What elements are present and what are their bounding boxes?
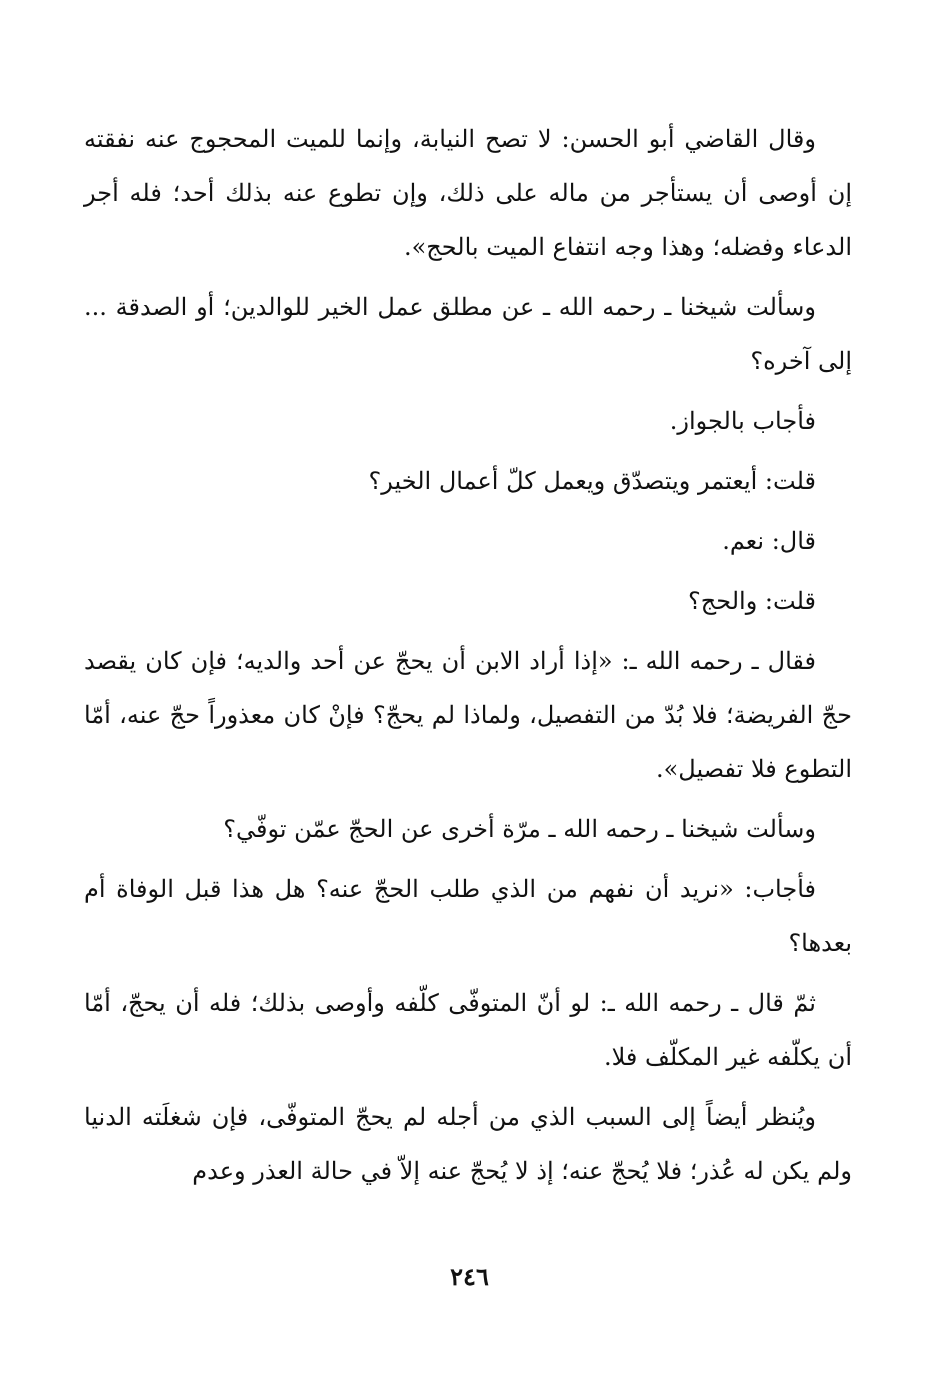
paragraph-6: قلت: والحج؟ bbox=[688, 587, 816, 615]
page-number: ٢٤٦ bbox=[450, 1262, 489, 1291]
paragraph-5: قال: نعم. bbox=[722, 527, 816, 555]
body-text bbox=[84, 112, 852, 1204]
paragraph-1: وقال القاضي أبو الحسن: لا تصح النيابة، وإنما للميت المحجوج عنه نفقته إن أوصى أن يستأجر من ماله على ذلك، وإن تطوع عنه بذلك أحد؛ فله أجر الدعاء وفضله؛ وهذا وجه انتفاع الميت بالحج». bbox=[84, 125, 852, 261]
paragraph-8: وسألت شيخنا ـ رحمه الله ـ مرّة أخرى عن الحجّ عمّن توفّي؟ bbox=[223, 815, 816, 843]
paragraph-9: فأجاب: «نريد أن نفهم من الذي طلب الحجّ عنه؟ هل هذا قبل الوفاة أم بعدها؟ bbox=[84, 875, 852, 957]
paragraph-4: قلت: أيعتمر ويتصدّق ويعمل كلّ أعمال الخير؟ bbox=[368, 467, 816, 495]
paragraph-3: فأجاب بالجواز. bbox=[669, 407, 816, 435]
paragraph-2: وسألت شيخنا ـ رحمه الله ـ عن مطلق عمل الخير للوالدين؛ أو الصدقة ... إلى آخره؟ bbox=[84, 293, 852, 375]
paragraph-7: فقال ـ رحمه الله ـ: «إذا أراد الابن أن يحجّ عن أحد والديه؛ فإن كان يقصد حجّ الفريضة؛ فلا بُدّ من التفصيل، ولماذا لم يحجّ؟ فإنْ كان معذوراً حجّ عنه، أمّا التطوع فلا تفصيل». bbox=[84, 647, 852, 783]
paragraph-11: ويُنظر أيضاً إلى السبب الذي من أجله لم يحجّ المتوفّى، فإن شغلَته الدنيا ولم يكن له عُذر؛ فلا يُحجّ عنه؛ إذ لا يُحجّ عنه إلاّ في حالة العذر وعدم bbox=[84, 1103, 852, 1185]
paragraph-10: ثمّ قال ـ رحمه الله ـ: لو أنّ المتوفّى كلّفه وأوصى بذلك؛ فله أن يحجّ، أمّا أن يكلّفه غير المكلّف فلا. bbox=[84, 989, 852, 1071]
